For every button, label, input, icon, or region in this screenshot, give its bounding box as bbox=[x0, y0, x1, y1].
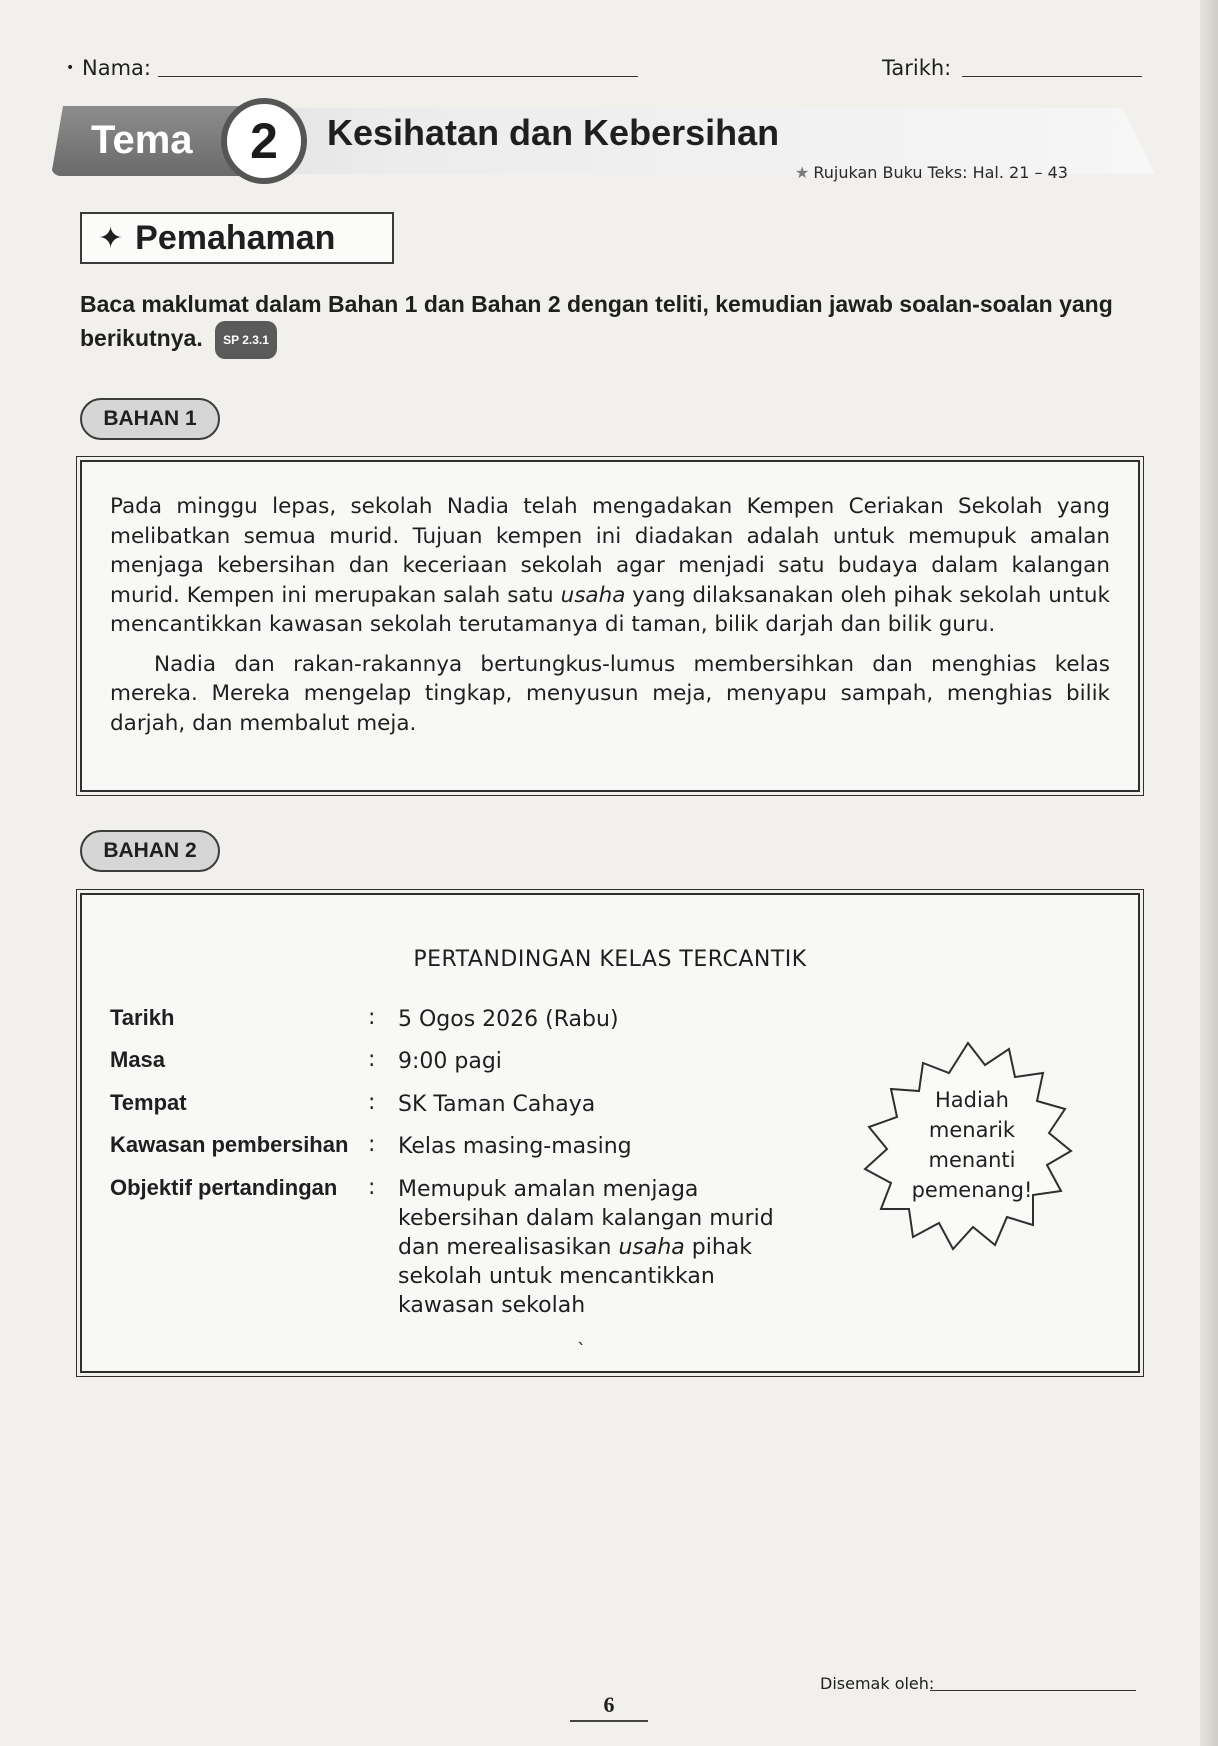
sp-badge: SP 2.3.1 bbox=[215, 321, 277, 359]
bahan-1-box bbox=[80, 460, 1140, 792]
info-row-kawasan bbox=[110, 1132, 778, 1161]
page-edge bbox=[1200, 0, 1218, 1746]
bahan-1-paragraph-2: Nadia dan rakan-rakannya bertungkus-lumus membersihkan dan menghias kelas mereka. Mereka mengelap tingkap, menyusun meja, menyapu sampah, menghias bilik darjah, dan membalut meja. bbox=[110, 651, 1110, 736]
date-field-line[interactable] bbox=[962, 76, 1142, 77]
info-colon: : bbox=[368, 1132, 376, 1157]
sparkle-icon: ✦ bbox=[98, 220, 124, 256]
info-label: Objektif pertandingan bbox=[110, 1175, 338, 1200]
reference-text: Rujukan Buku Teks: Hal. 21 – 43 bbox=[813, 163, 1068, 182]
section-title: Pemahaman bbox=[135, 218, 336, 257]
tema-word: Tema bbox=[91, 118, 193, 162]
para1-part-a: Pada minggu lepas, sekolah Nadia telah mengadakan Kempen Ceriakan Sekolah yang melibatkan semua murid. Tujuan kempen ini diadakan adalah untuk memupuk amalan menjaga kebersihan dan keceriaan sekolah agar menjadi satu budaya dalam kalangan murid. Kempen ini merupakan salah satu bbox=[110, 494, 1110, 608]
prize-text: Hadiah menarik menanti pemenang! bbox=[911, 1088, 1033, 1202]
bahan-2-box bbox=[80, 893, 1140, 1373]
info-row-objektif bbox=[110, 1175, 778, 1320]
page-number: 6 bbox=[603, 1692, 615, 1717]
info-value: Kelas masing-masing bbox=[398, 1134, 632, 1159]
info-label: Tempat bbox=[110, 1090, 187, 1115]
info-label: Tarikh bbox=[110, 1005, 175, 1030]
name-label: Nama: bbox=[82, 56, 151, 80]
bullet-dot: • bbox=[66, 60, 75, 76]
page-number-underline bbox=[570, 1720, 648, 1722]
objective-emphasis: usaha bbox=[618, 1235, 685, 1260]
textbook-reference bbox=[795, 163, 1068, 182]
star-icon: ★ bbox=[795, 163, 810, 182]
info-colon: : bbox=[368, 1175, 376, 1200]
bahan-1-paragraph-1 bbox=[110, 492, 1110, 640]
info-row-tempat bbox=[110, 1090, 778, 1119]
info-label: Kawasan pembersihan bbox=[110, 1132, 349, 1157]
info-colon: : bbox=[368, 1005, 376, 1030]
section-heading bbox=[80, 212, 394, 264]
info-row-tarikh bbox=[110, 1005, 778, 1034]
info-value: 5 Ogos 2026 (Rabu) bbox=[398, 1007, 619, 1032]
poster-title: PERTANDINGAN KELAS TERCANTIK bbox=[413, 947, 807, 972]
info-label: Masa bbox=[110, 1047, 166, 1072]
checked-by-label: Disemak oleh: bbox=[820, 1674, 935, 1693]
objective-part-b: pihak sekolah untuk mencantikkan kawasan sekolah bbox=[398, 1235, 753, 1318]
bahan-2-label: BAHAN 2 bbox=[80, 830, 220, 872]
instruction bbox=[80, 287, 1140, 359]
instruction-text: Baca maklumat dalam Bahan 1 dan Bahan 2 dengan teliti, kemudian jawab soalan-soalan yang berikutnya. bbox=[80, 291, 1113, 352]
tema-number-circle bbox=[221, 98, 307, 184]
theme-title: Kesihatan dan Kebersihan bbox=[327, 112, 780, 153]
tema-number: 2 bbox=[250, 113, 278, 169]
info-value bbox=[398, 1175, 778, 1320]
name-date-row bbox=[62, 56, 1142, 86]
bahan-1-label: BAHAN 1 bbox=[80, 398, 220, 440]
objective-part-a: Memupuk amalan menjaga kebersihan dalam kalangan murid dan merealisasikan bbox=[398, 1177, 774, 1260]
name-field-line[interactable] bbox=[158, 76, 638, 77]
info-colon: : bbox=[368, 1047, 376, 1072]
para1-part-b: yang dilaksanakan oleh pihak sekolah untuk mencantikkan kawasan sekolah terutamanya di taman, bilik darjah dan bilik guru. bbox=[110, 582, 1111, 637]
info-colon: : bbox=[368, 1090, 376, 1115]
date-label: Tarikh: bbox=[882, 56, 952, 80]
tick-mark: ˎ bbox=[577, 1325, 586, 1346]
info-value: 9:00 pagi bbox=[398, 1049, 502, 1074]
para1-emphasis: usaha bbox=[560, 582, 626, 608]
info-row-masa bbox=[110, 1047, 778, 1076]
info-value: SK Taman Cahaya bbox=[398, 1092, 596, 1117]
checked-by-line[interactable] bbox=[930, 1690, 1136, 1691]
